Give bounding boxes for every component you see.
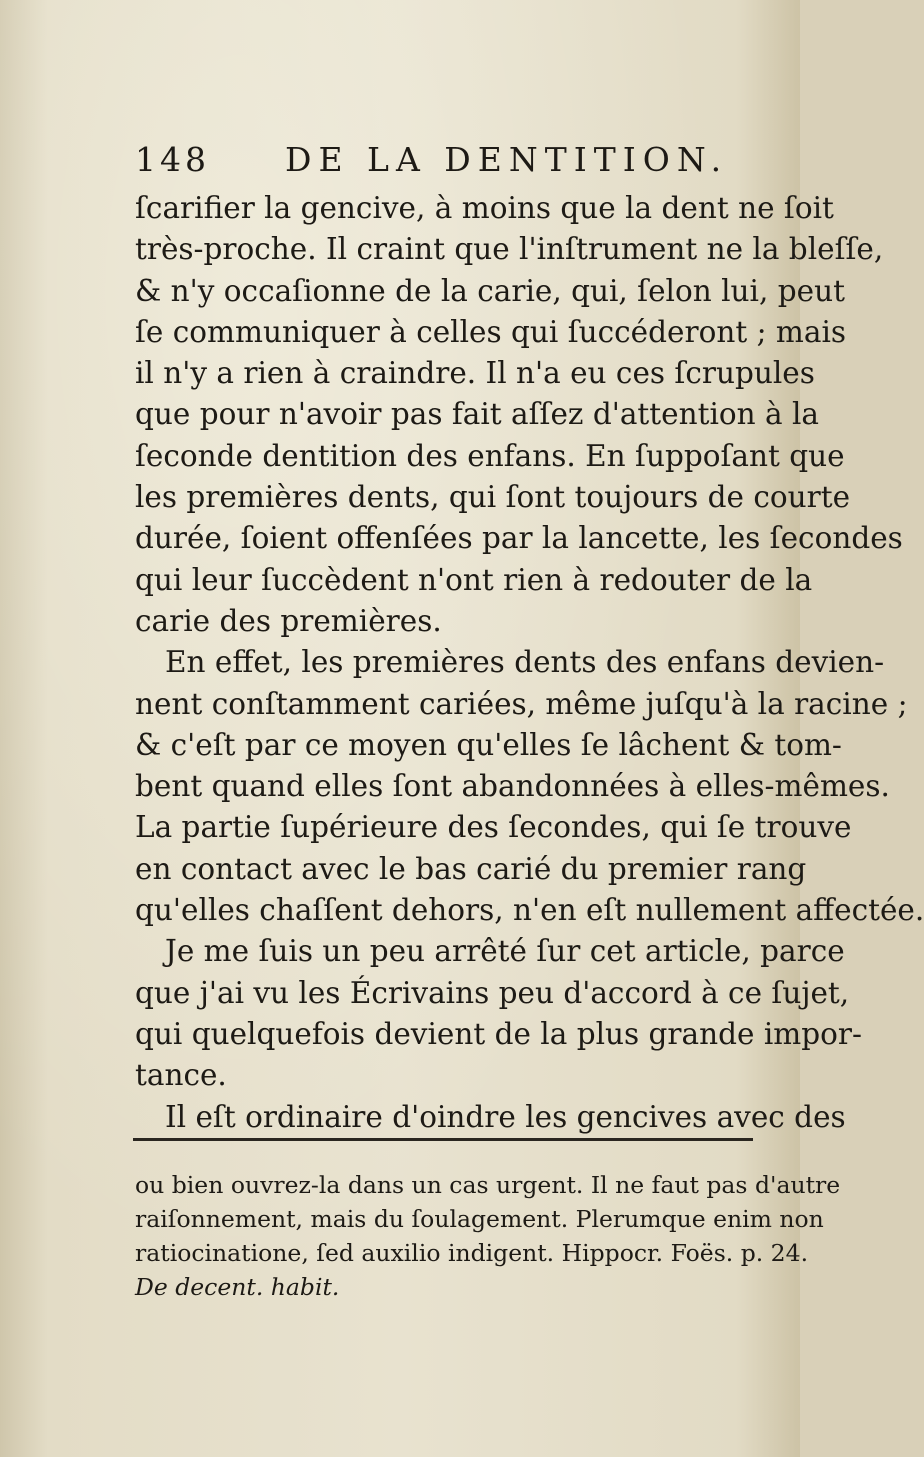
text-line: ſe communiquer à celles qui ſuccéderont ; mais <box>135 314 847 349</box>
text-line: En effet, les premières dents des enfans devien- <box>165 645 885 680</box>
footnote-line: ratiocinatione, ſed auxilio indigent. Hippocr. Foës. p. 24. <box>135 1239 809 1267</box>
text-line: qu'elles chaſſent dehors, n'en eſt nullement affectée. <box>135 893 924 928</box>
text-line: tance. <box>135 1058 227 1093</box>
footnote <box>135 1168 841 1304</box>
text-line: qui quelquefois devient de la plus grande impor- <box>135 1016 862 1051</box>
page-number: 148 <box>135 140 210 179</box>
text-line: ſeconde dentition des enfans. En ſuppoſant que <box>135 438 845 473</box>
footnote-rule <box>133 1138 753 1141</box>
text-line: qui leur ſuccèdent n'ont rien à redouter de la <box>135 562 813 597</box>
text-line: que pour n'avoir pas fait aſſez d'attention à la <box>135 397 820 432</box>
text-line: & n'y occaſionne de la carie, qui, ſelon lui, peut <box>135 273 845 308</box>
footnote-citation: De decent. habit. <box>135 1273 340 1301</box>
text-line: & c'eſt par ce moyen qu'elles ſe lâchent & tom- <box>135 727 842 762</box>
footnote-line: raiſonnement, mais du ſoulagement. Plerumque enim non <box>135 1205 824 1233</box>
running-head <box>135 140 755 180</box>
footnote-line <box>135 1270 760 1304</box>
text-line: que j'ai vu les Écrivains peu d'accord à ce ſujet, <box>135 975 850 1010</box>
text-line: La partie ſupérieure des ſecondes, qui ſe trouve <box>135 810 852 845</box>
running-title: DE LA DENTITION. <box>285 140 729 179</box>
text-line: en contact avec le bas carié du premier rang <box>135 851 807 886</box>
text-line: bent quand elles ſont abandonnées à elles-mêmes. <box>135 769 890 804</box>
text-line: Il eſt ordinaire d'oindre les gencives avec des <box>165 1099 846 1134</box>
footnote-line: ou bien ouvrez-la dans un cas urgent. Il ne faut pas d'autre <box>135 1171 841 1199</box>
body-text <box>135 188 924 1138</box>
text-line: durée, ſoient offenſées par la lancette, les ſecondes <box>135 521 903 556</box>
text-line: nent conſtamment cariées, même juſqu'à la racine ; <box>135 686 908 721</box>
text-line: Je me ſuis un peu arrêté ſur cet article, parce <box>165 934 845 969</box>
text-line: les premières dents, qui ſont toujours de courte <box>135 480 851 515</box>
text-line: ſcarifier la gencive, à moins que la dent ne ſoit <box>135 191 834 225</box>
text-line: très-proche. Il craint que l'inſtrument ne la bleſſe, <box>135 232 884 267</box>
text-line: il n'y a rien à craindre. Il n'a eu ces ſcrupules <box>135 356 815 391</box>
text-line: carie des premières. <box>135 603 442 638</box>
